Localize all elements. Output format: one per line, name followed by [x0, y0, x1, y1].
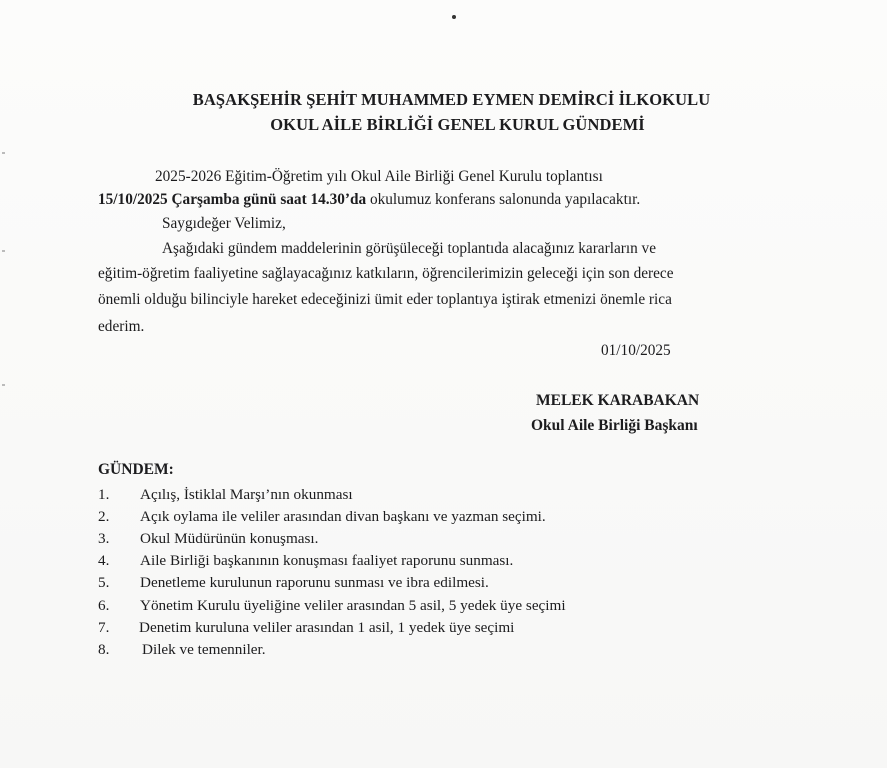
agenda-item-number: 2. — [98, 508, 110, 525]
agenda-item-text: Açık oylama ile veliler arasından divan başkanı ve yazman seçimi. — [140, 508, 546, 525]
scan-edge-mark — [2, 250, 5, 252]
agenda-item-text: Dilek ve temenniler. — [142, 641, 266, 658]
meeting-date-time: 15/10/2025 Çarşamba günü saat 14.30’da — [98, 191, 367, 208]
scan-edge-mark — [2, 152, 5, 154]
ink-dot — [452, 15, 456, 19]
paragraph-line-1: Aşağıdaki gündem maddelerinin görüşüleceği toplantıda alacağınız kararların ve — [162, 240, 656, 257]
document-title-school: BAŞAKŞEHİR ŞEHİT MUHAMMED EYMEN DEMİRCİ İLKOKULU — [192, 90, 711, 109]
agenda-item-text: Denetleme kurulunun raporunu sunması ve ibra edilmesi. — [140, 574, 489, 591]
agenda-item-number: 5. — [98, 574, 110, 591]
agenda-item-number: 6. — [98, 597, 110, 614]
intro-line-2 — [98, 191, 640, 209]
agenda-item-text: Okul Müdürünün konuşması. — [140, 530, 319, 547]
signatory-name: MELEK KARABAKAN — [536, 392, 700, 409]
agenda-item-text: Açılış, İstiklal Marşı’nın okunması — [140, 486, 353, 503]
salutation: Saygıdeğer Velimiz, — [162, 215, 286, 232]
intro-line-1: 2025-2026 Eğitim-Öğretim yılı Okul Aile Birliği Genel Kurulu toplantısı — [155, 168, 603, 185]
agenda-item-text: Aile Birliği başkanının konuşması faaliyet raporunu sunması. — [140, 552, 514, 569]
agenda-item-number: 4. — [98, 552, 110, 569]
agenda-item-text: Yönetim Kurulu üyeliğine veliler arasından 5 asil, 5 yedek üye seçimi — [140, 597, 566, 614]
paragraph-line-3: önemli olduğu bilinciyle hareket edeceğinizi ümit eder toplantıya iştirak etmenizi önemle rica — [98, 291, 672, 308]
agenda-item-number: 8. — [98, 641, 110, 658]
agenda-item-number: 1. — [98, 486, 110, 503]
agenda-item-number: 3. — [98, 530, 110, 547]
meeting-location: okulumuz konferans salonunda yapılacaktır. — [366, 191, 641, 208]
agenda-item-number: 7. — [98, 619, 110, 636]
document-title-subject: OKUL AİLE BİRLİĞİ GENEL KURUL GÜNDEMİ — [270, 115, 645, 134]
paragraph-line-4: ederim. — [98, 318, 145, 335]
paragraph-line-2: eğitim-öğretim faaliyetine sağlayacağınız katkıların, öğrencilerimizin geleceği için son derece — [98, 265, 674, 282]
agenda-item-text: Denetim kuruluna veliler arasından 1 asil, 1 yedek üye seçimi — [139, 619, 515, 636]
scan-edge-mark — [2, 384, 5, 386]
signatory-title: Okul Aile Birliği Başkanı — [531, 417, 698, 434]
document-date: 01/10/2025 — [601, 342, 671, 359]
agenda-heading: GÜNDEM: — [98, 461, 174, 478]
